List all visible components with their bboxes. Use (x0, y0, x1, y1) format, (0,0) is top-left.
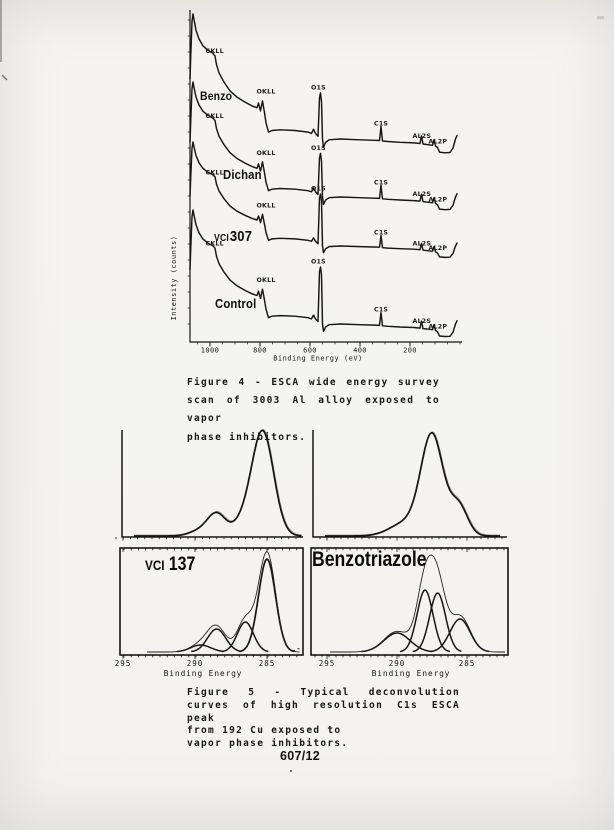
raw-fit-line (326, 432, 501, 535)
fig4-x-tick-label: 1000 (200, 346, 220, 355)
fig5-x-tick-label: 285 (458, 659, 476, 668)
figure5-plot (115, 429, 508, 678)
scan-speck (290, 770, 292, 772)
fig5-x-tick-label: 290 (388, 659, 406, 668)
trace-name-control: Control (215, 296, 257, 312)
peak-label-ckll: CKLL (205, 240, 224, 248)
caption-line: curves of high resolution C1s ESCA peak (187, 699, 460, 724)
peak-label-c1s: C1S (374, 120, 389, 128)
caption-line: Figure 5 - Typical deconvolution (187, 687, 460, 698)
scan-speck (597, 16, 604, 19)
figure4-caption (187, 374, 440, 447)
peak-label-al2p: AL2P (428, 138, 448, 146)
peak-label-al2s: AL2S (412, 240, 432, 248)
fig5-x-tick-label: 285 (258, 659, 276, 668)
scan-edge-artifact (0, 0, 2, 62)
figure4-plot (170, 10, 462, 363)
fig5-x-tick-label: 295 (318, 659, 336, 668)
fig4-x-tick-label: 800 (253, 346, 267, 355)
fig4-y-axis-label: Intensity (counts) (170, 235, 178, 321)
peak-label-c1s: C1S (374, 179, 389, 187)
caption-line: from 192 Cu exposed to (187, 725, 342, 737)
peak-label-c1s: C1S (374, 229, 389, 237)
panel-name-benzotriazole: Benzotriazole (312, 547, 427, 572)
fig5-x-tick-label: 290 (186, 659, 204, 668)
caption-line: phase inhibitors. (187, 431, 307, 443)
fig5-x-tick-label: 295 (114, 659, 132, 668)
deconvolution-component-3 (431, 619, 490, 652)
deconvolution-component-2 (222, 622, 268, 652)
peak-label-okll: OKLL (256, 277, 276, 285)
figure5-caption (187, 687, 460, 751)
deconvolution-component-1 (400, 590, 450, 652)
trace-name-benzo: Benzo (200, 90, 233, 104)
peak-label-o1s: O1S (311, 185, 326, 193)
fig5-panel-bottom-right (311, 548, 508, 678)
panel-name-vci-137: VCI 137 (145, 552, 196, 575)
peak-label-o1s: O1S (311, 84, 326, 92)
deconvolution-component-1 (239, 559, 294, 652)
peak-label-al2p: AL2P (428, 245, 448, 253)
fig4-x-tick-label: 600 (303, 346, 317, 355)
peak-label-al2s: AL2S (412, 318, 432, 326)
peak-label-okll: OKLL (256, 202, 276, 210)
fig4-x-tick-label: 200 (403, 346, 417, 355)
page-number: 607/12 (279, 749, 321, 763)
caption-line: Figure 4 - ESCA wide energy survey (187, 377, 440, 388)
peak-label-ckll: CKLL (205, 113, 224, 120)
scan-speck (2, 75, 7, 80)
peak-label-al2p: AL2P (428, 196, 448, 204)
trace-name-vci307: VCI307 (214, 227, 253, 245)
peak-label-c1s: C1S (374, 306, 389, 314)
peak-label-okll: OKLL (256, 149, 276, 157)
peak-label-al2s: AL2S (412, 133, 432, 140)
peak-label-ckll: CKLL (205, 169, 224, 177)
fig5-panel-bottom-left (115, 548, 303, 678)
peak-label-al2s: AL2S (412, 191, 432, 199)
fig4-x-axis-label: Binding Energy (eV) (273, 354, 363, 363)
peak-label-al2p: AL2P (428, 323, 448, 331)
peak-label-o1s: O1S (311, 258, 326, 266)
fig4-x-tick-label: 400 (353, 346, 367, 355)
peak-label-o1s: O1S (311, 144, 326, 152)
peak-label-okll: OKLL (256, 88, 276, 96)
fig5-x-axis-label: Binding Energy (371, 669, 451, 678)
caption-line: scan of 3003 Al alloy exposed to vapor (187, 395, 440, 425)
peak-label-ckll: CKLL (205, 48, 224, 55)
trace-name-dichan: Dichan (223, 167, 262, 183)
caption-line: vapor phase inhibitors. (187, 738, 349, 750)
fig5-x-axis-label: Binding Energy (163, 669, 243, 678)
c1s-spectrum-curve (325, 433, 500, 536)
